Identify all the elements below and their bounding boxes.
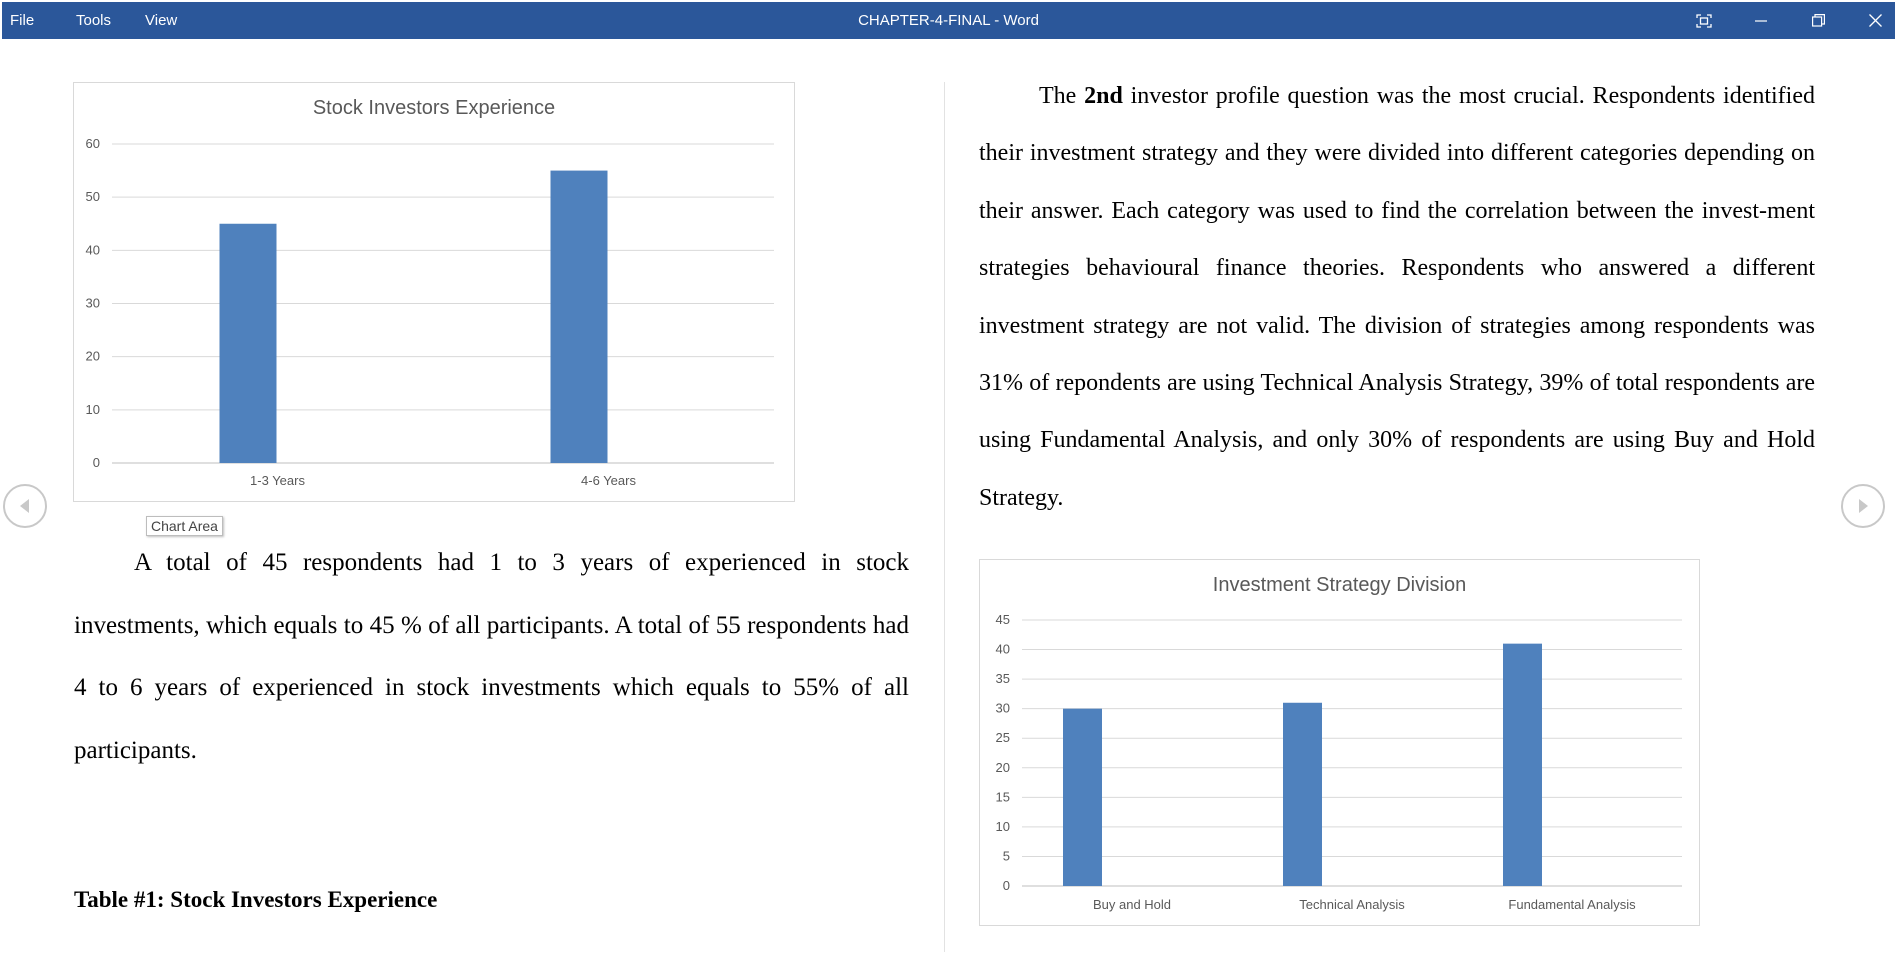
bar[interactable] [1063, 709, 1102, 886]
y-tick-label: 5 [1002, 848, 1010, 864]
triangle-right-icon [1856, 498, 1870, 514]
y-tick-label: 10 [85, 401, 100, 417]
x-tick-label: Buy and Hold [1092, 897, 1172, 912]
chart-title: Investment Strategy Division [1212, 574, 1467, 596]
table-caption: Table #1: Stock Investors Experience [74, 887, 438, 912]
minimize-button[interactable] [1739, 2, 1783, 39]
minimize-icon [1755, 15, 1767, 27]
y-tick-label: 15 [995, 789, 1010, 805]
document-title: CHAPTER-4-FINAL - Word [858, 12, 1039, 29]
next-page-button[interactable] [1841, 484, 1885, 528]
bar[interactable] [1503, 644, 1542, 886]
menu-view[interactable]: View [145, 12, 178, 29]
focus-mode-icon [1696, 14, 1712, 28]
x-tick-label: Fundamental Analysis [1508, 897, 1636, 912]
title-bar [2, 2, 1895, 39]
y-tick-label: 40 [995, 641, 1010, 657]
y-tick-label: 20 [85, 348, 100, 364]
experience-paragraph-text: A total of 45 respondents had 1 to 3 years of experienced in stock investments, which equals to 45 % of all participants. A total of 55 respondents had 4 to 6 years of experienced in stock investments which equals to 55% of all participants. [74, 549, 909, 764]
y-tick-label: 35 [995, 671, 1010, 687]
y-tick-label: 60 [85, 136, 100, 151]
y-tick-label: 20 [995, 759, 1010, 775]
menu-tools[interactable]: Tools [76, 12, 112, 29]
restore-button[interactable] [1796, 2, 1840, 39]
bar[interactable] [220, 224, 277, 463]
x-tick-label: 1-3 Years [250, 473, 305, 488]
experience-paragraph [74, 532, 909, 782]
x-tick-label: Technical Analysis [1299, 897, 1405, 912]
chart-investment-strategy-division[interactable] [979, 559, 1700, 926]
page-divider [944, 82, 945, 952]
y-tick-label: 40 [85, 242, 100, 258]
y-tick-label: 30 [85, 295, 100, 311]
chart-title: Stock Investors Experience [312, 97, 556, 119]
strategy-paragraph-lead: The [1039, 83, 1085, 109]
strategy-paragraph [979, 68, 1815, 527]
strategy-paragraph-bold: 2nd [1084, 83, 1123, 109]
y-tick-label: 25 [995, 730, 1010, 746]
strategy-paragraph-rest: investor profile question was the most crucial. Respondents identified their investment strategy and they were divided into different categories depending on their answer. Each category was used to find the correlation between the invest-ment strategies behavioural finance theories. Respondents who answered a different investment strategy are not valid. The division of strategies among respondents was 31% of repondents are using Technical Analysis Strategy, 39% of total respondents are using Fundamental Analysis, and only 30% of respondents are using Buy and Hold Strategy. [979, 83, 1815, 511]
y-tick-label: 45 [995, 612, 1010, 627]
y-tick-label: 0 [1002, 878, 1010, 893]
close-icon [1869, 14, 1882, 27]
x-tick-label: 4-6 Years [581, 473, 636, 488]
previous-page-button[interactable] [3, 484, 47, 528]
y-tick-label: 30 [995, 700, 1010, 716]
bar[interactable] [551, 171, 608, 463]
y-tick-label: 0 [92, 455, 100, 470]
chart-area-tooltip: Chart Area [146, 516, 223, 536]
triangle-left-icon [18, 498, 32, 514]
menu-file[interactable]: File [10, 12, 35, 29]
chart-stock-investors-experience[interactable] [73, 82, 795, 502]
y-tick-label: 10 [995, 818, 1010, 834]
close-button[interactable] [1853, 2, 1897, 39]
y-tick-label: 50 [85, 189, 100, 205]
restore-icon [1812, 14, 1825, 27]
focus-mode-button[interactable] [1682, 2, 1726, 39]
bar[interactable] [1283, 703, 1322, 886]
